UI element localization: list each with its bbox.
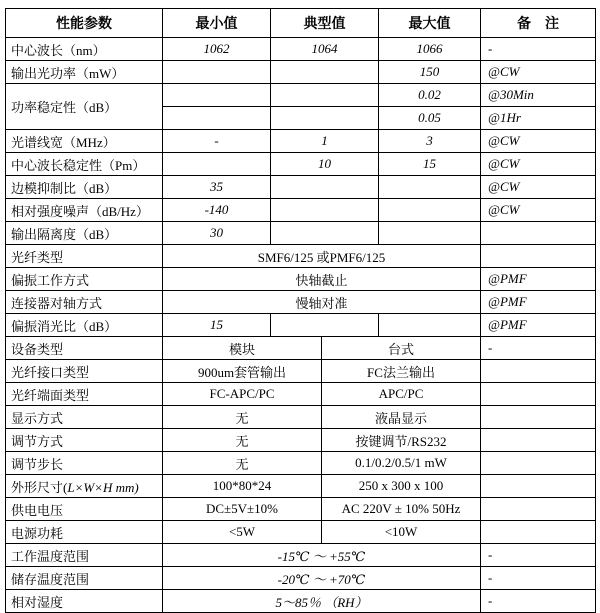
min-cell: 35 bbox=[163, 176, 271, 199]
max-cell: 1066 bbox=[379, 38, 481, 61]
typ-cell: 1064 bbox=[271, 38, 379, 61]
max-cell bbox=[379, 314, 481, 337]
value1-cell: <5W bbox=[163, 521, 322, 544]
param-cell: 设备类型 bbox=[6, 337, 163, 360]
table-row bbox=[6, 245, 596, 268]
param-cell: 相对强度噪声（dB/Hz） bbox=[6, 199, 163, 222]
value-cell: -15℃ ～ +55℃ bbox=[163, 544, 481, 567]
value-cell: -20℃ ～ +70℃ bbox=[163, 567, 481, 590]
remark-cell bbox=[481, 383, 596, 406]
param-text: 外形尺寸( bbox=[11, 479, 68, 495]
table-row bbox=[6, 475, 596, 498]
remark-cell bbox=[481, 245, 596, 268]
table-row bbox=[6, 498, 596, 521]
remark-cell: - bbox=[481, 590, 596, 613]
value-cell: 快轴截止 bbox=[163, 268, 481, 291]
header-row bbox=[6, 9, 596, 38]
param-cell: 光纤接口类型 bbox=[6, 360, 163, 383]
remark-cell: @PMF bbox=[481, 291, 596, 314]
param-cell: 连接器对轴方式 bbox=[6, 291, 163, 314]
remark-cell bbox=[481, 222, 596, 245]
min-cell bbox=[163, 61, 271, 84]
min-cell: -140 bbox=[163, 199, 271, 222]
min-cell bbox=[163, 153, 271, 176]
remark-cell: @PMF bbox=[481, 314, 596, 337]
table-row bbox=[6, 61, 596, 84]
value2-cell: <10W bbox=[322, 521, 481, 544]
remark-cell: - bbox=[481, 38, 596, 61]
value1-cell: DC±5V±10% bbox=[163, 498, 322, 521]
table-row bbox=[6, 544, 596, 567]
param-cell: 偏振消光比（dB） bbox=[6, 314, 163, 337]
min-cell: - bbox=[163, 130, 271, 153]
param-cell: 显示方式 bbox=[6, 406, 163, 429]
typ-cell bbox=[271, 107, 379, 130]
min-cell: 1062 bbox=[163, 38, 271, 61]
remark-cell: @30Min bbox=[481, 84, 596, 107]
remark-cell: @CW bbox=[481, 199, 596, 222]
remark-cell bbox=[481, 521, 596, 544]
table-row bbox=[6, 521, 596, 544]
min-cell bbox=[163, 107, 271, 130]
param-cell bbox=[6, 475, 163, 498]
header-max: 最大值 bbox=[379, 9, 481, 38]
value-cell: SMF6/125 或PMF6/125 bbox=[163, 245, 481, 268]
table-row bbox=[6, 590, 596, 613]
param-cell: 相对湿度 bbox=[6, 590, 163, 613]
typ-cell bbox=[271, 314, 379, 337]
param-cell: 光纤类型 bbox=[6, 245, 163, 268]
value1-cell: 900um套管输出 bbox=[163, 360, 322, 383]
param-cell: 电源功耗 bbox=[6, 521, 163, 544]
value2-cell: FC法兰输出 bbox=[322, 360, 481, 383]
param-cell: 工作温度范围 bbox=[6, 544, 163, 567]
header-param: 性能参数 bbox=[6, 9, 163, 38]
param-cell: 中心波长稳定性（Pm） bbox=[6, 153, 163, 176]
value2-cell: APC/PC bbox=[322, 383, 481, 406]
header-typ: 典型值 bbox=[271, 9, 379, 38]
value1-cell: 无 bbox=[163, 452, 322, 475]
table-row bbox=[6, 360, 596, 383]
spec-sheet bbox=[5, 8, 596, 613]
typ-cell bbox=[271, 176, 379, 199]
param-cell: 输出光功率（mW） bbox=[6, 61, 163, 84]
param-cell: 偏振工作方式 bbox=[6, 268, 163, 291]
typ-cell bbox=[271, 222, 379, 245]
table-row bbox=[6, 222, 596, 245]
table-row bbox=[6, 567, 596, 590]
value2-cell: 台式 bbox=[322, 337, 481, 360]
param-cell: 调节步长 bbox=[6, 452, 163, 475]
remark-cell: @CW bbox=[481, 130, 596, 153]
value2-cell: 液晶显示 bbox=[322, 406, 481, 429]
min-cell: 15 bbox=[163, 314, 271, 337]
remark-cell: @1Hr bbox=[481, 107, 596, 130]
remark-cell: @PMF bbox=[481, 268, 596, 291]
typ-cell: 10 bbox=[271, 153, 379, 176]
remark-cell bbox=[481, 406, 596, 429]
table-row bbox=[6, 153, 596, 176]
param-cell: 边模抑制比（dB） bbox=[6, 176, 163, 199]
value2-cell: AC 220V ± 10% 50Hz bbox=[322, 498, 481, 521]
spec-table bbox=[5, 8, 596, 613]
param-cell: 功率稳定性（dB） bbox=[6, 84, 163, 130]
max-cell: 15 bbox=[379, 153, 481, 176]
typ-cell bbox=[271, 84, 379, 107]
table-row bbox=[6, 406, 596, 429]
table-row bbox=[6, 337, 596, 360]
param-cell: 调节方式 bbox=[6, 429, 163, 452]
remark-cell bbox=[481, 429, 596, 452]
typ-cell bbox=[271, 199, 379, 222]
param-cell: 中心波长（nm） bbox=[6, 38, 163, 61]
value1-cell: FC-APC/PC bbox=[163, 383, 322, 406]
value1-cell: 模块 bbox=[163, 337, 322, 360]
value1-cell: 100*80*24 bbox=[163, 475, 322, 498]
header-remark: 备 注 bbox=[481, 9, 596, 38]
max-cell: 3 bbox=[379, 130, 481, 153]
table-row bbox=[6, 429, 596, 452]
param-cell: 储存温度范围 bbox=[6, 567, 163, 590]
remark-cell: - bbox=[481, 337, 596, 360]
min-cell: 30 bbox=[163, 222, 271, 245]
value2-cell: 0.1/0.2/0.5/1 mW bbox=[322, 452, 481, 475]
table-row bbox=[6, 176, 596, 199]
max-cell: 150 bbox=[379, 61, 481, 84]
max-cell: 0.05 bbox=[379, 107, 481, 130]
table-row bbox=[6, 130, 596, 153]
value1-cell: 无 bbox=[163, 406, 322, 429]
header-min: 最小值 bbox=[163, 9, 271, 38]
remark-cell bbox=[481, 360, 596, 383]
value2-cell: 按键调节/RS232 bbox=[322, 429, 481, 452]
remark-cell bbox=[481, 452, 596, 475]
value-cell: 慢轴对准 bbox=[163, 291, 481, 314]
max-cell bbox=[379, 199, 481, 222]
table-row bbox=[6, 314, 596, 337]
value1-cell: 无 bbox=[163, 429, 322, 452]
table-row bbox=[6, 38, 596, 61]
max-cell bbox=[379, 222, 481, 245]
table-row bbox=[6, 383, 596, 406]
param-cell: 供电电压 bbox=[6, 498, 163, 521]
remark-cell: - bbox=[481, 544, 596, 567]
value2-cell: 250 x 300 x 100 bbox=[322, 475, 481, 498]
typ-cell: 1 bbox=[271, 130, 379, 153]
table-row bbox=[6, 199, 596, 222]
min-cell bbox=[163, 84, 271, 107]
max-cell: 0.02 bbox=[379, 84, 481, 107]
table-row bbox=[6, 452, 596, 475]
remark-cell bbox=[481, 475, 596, 498]
table-row bbox=[6, 268, 596, 291]
value-cell: 5～85％ （RH） bbox=[163, 590, 481, 613]
remark-cell: @CW bbox=[481, 176, 596, 199]
param-dim-text: L×W×H mm) bbox=[67, 479, 139, 495]
param-cell: 光谱线宽（MHz） bbox=[6, 130, 163, 153]
remark-cell: @CW bbox=[481, 61, 596, 84]
max-cell bbox=[379, 176, 481, 199]
param-cell: 输出隔离度（dB） bbox=[6, 222, 163, 245]
typ-cell bbox=[271, 61, 379, 84]
table-row bbox=[6, 84, 596, 107]
remark-cell bbox=[481, 498, 596, 521]
param-cell: 光纤端面类型 bbox=[6, 383, 163, 406]
table-row bbox=[6, 291, 596, 314]
remark-cell: @CW bbox=[481, 153, 596, 176]
remark-cell: - bbox=[481, 567, 596, 590]
